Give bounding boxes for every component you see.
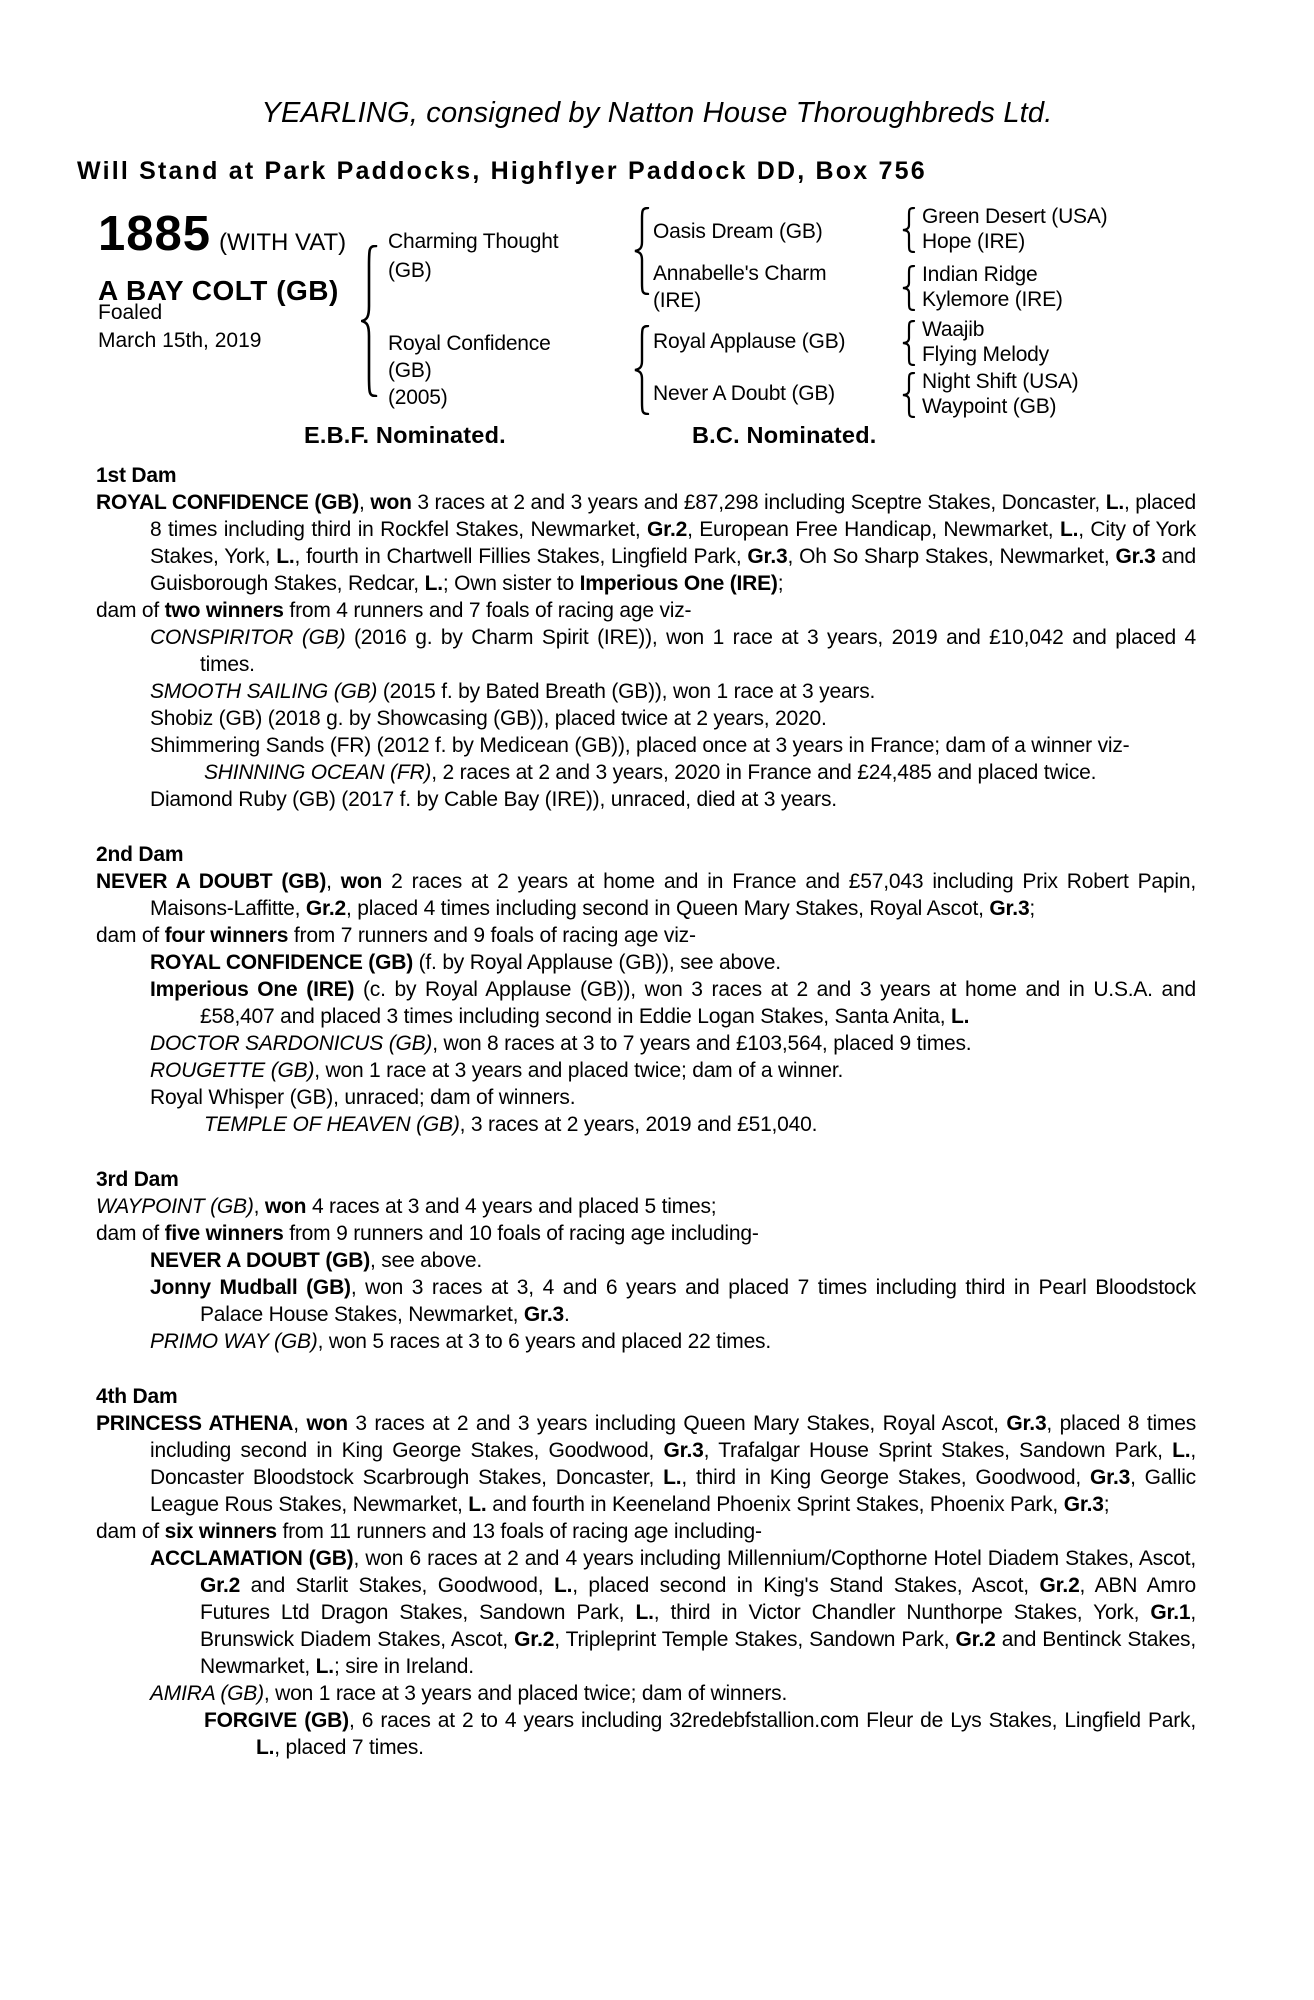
dam-year: (2005): [388, 386, 448, 409]
damsire-name: Royal Applause (GB): [653, 330, 846, 353]
dam-name-line2: (GB): [388, 359, 432, 382]
pedigree-paragraph: CONSPIRITOR (GB) (2016 g. by Charm Spirit (IRE)), won 1 race at 3 years, 2019 and £10,042 and placed 4 times.: [150, 626, 1196, 676]
foaled-label: Foaled: [98, 301, 163, 324]
pedigree-paragraph: ROUGETTE (GB), won 1 race at 3 years and placed twice; dam of a winner.: [150, 1059, 844, 1082]
gen3-curly-brace-icon-1: [902, 207, 916, 253]
gen3-pair-2: [922, 262, 1063, 312]
dam-name-line1: Royal Confidence: [388, 332, 551, 355]
gen2-curly-brace-icon-top: [634, 207, 650, 295]
gen3-curly-brace-icon-2: [902, 265, 916, 311]
sire-name: [388, 227, 558, 285]
pedigree-paragraph: NEVER A DOUBT (GB), won 2 races at 2 years at home and in France and £57,043 including Prix Robert Papin, Maisons-Laffitte, Gr.2, placed 4 times including second in Queen Mary Stakes, Royal Ascot, Gr.3;: [96, 870, 1196, 920]
lot-number: 1885: [98, 207, 212, 261]
pedigree-paragraph: NEVER A DOUBT (GB), see above.: [150, 1249, 483, 1272]
gen3-name: Flying Melody: [922, 343, 1049, 366]
dam-name: [388, 330, 551, 411]
pedigree-paragraph: Imperious One (IRE) (c. by Royal Applause (GB)), won 3 races at 2 and 3 years at home and in U.S.A. and £58,407 and placed 3 times including second in Eddie Logan Stakes, Santa Anita, L.: [150, 978, 1196, 1028]
section-header: 3rd Dam: [96, 1168, 179, 1191]
stand-location-line: Will Stand at Park Paddocks, Highflyer Paddock DD, Box 756: [77, 157, 927, 185]
dam-details: [96, 462, 1196, 1761]
pedigree-paragraph: DOCTOR SARDONICUS (GB), won 8 races at 3 to 7 years and £103,564, placed 9 times.: [150, 1032, 972, 1055]
gen2-curly-brace-icon-bottom: [634, 325, 650, 415]
granddam-name-line2: (IRE): [653, 289, 701, 312]
sire-name-line1: Charming Thought: [388, 230, 559, 253]
section-header: 4th Dam: [96, 1385, 178, 1408]
pedigree-paragraph: Shobiz (GB) (2018 g. by Showcasing (GB)), placed twice at 2 years, 2020.: [150, 707, 827, 730]
pedigree-paragraph: Shimmering Sands (FR) (2012 f. by Medicean (GB)), placed once at 3 years in France; dam of a winner viz-: [150, 734, 1130, 757]
gen3-name: Waajib: [922, 318, 985, 341]
foaled-date: March 15th, 2019: [98, 329, 262, 352]
dam-section: [96, 1166, 1196, 1355]
pedigree-paragraph: ACCLAMATION (GB), won 6 races at 2 and 4 years including Millennium/Copthorne Hotel Diadem Stakes, Ascot, Gr.2 and Starlit Stakes, Goodwood, L., placed second in King's Stand Stakes, Ascot, Gr.2, ABN Amro Futures Ltd Dragon Stakes, Sandown Park, L., third in Victor Chandler Nunthorpe Stakes, York, Gr.1, Brunswick Diadem Stakes, Ascot, Gr.2, Tripleprint Temple Stakes, Sandown Park, Gr.2 and Bentinck Stakes, Newmarket, L.; sire in Ireland.: [150, 1547, 1197, 1678]
gen3-name: Night Shift (USA): [922, 370, 1079, 393]
ebf-nominated-note: E.B.F. Nominated.: [304, 422, 506, 448]
section-header: 1st Dam: [96, 464, 177, 487]
grandsire-name: Oasis Dream (GB): [653, 220, 823, 243]
pedigree-paragraph: TEMPLE OF HEAVEN (GB), 3 races at 2 years, 2019 and £51,040.: [204, 1113, 818, 1136]
pedigree-paragraph: PRINCESS ATHENA, won 3 races at 2 and 3 years including Queen Mary Stakes, Royal Ascot, Gr.3, placed 8 times including second in King George Stakes, Goodwood, Gr.3, Trafalgar House Sprint Stakes, Sandown Park, L., Doncaster Bloodstock Scarbrough Stakes, Doncaster, L., third in King George Stakes, Goodwood, Gr.3, Gallic League Rous Stakes, Newmarket, L. and fourth in Keeneland Phoenix Sprint Stakes, Phoenix Park, Gr.3;: [96, 1412, 1196, 1516]
gen3-pair-4: [922, 369, 1078, 419]
vat-note: (WITH VAT): [219, 229, 347, 256]
pedigree-paragraph: Diamond Ruby (GB) (2017 f. by Cable Bay (IRE)), unraced, died at 3 years.: [150, 788, 837, 811]
gen3-name: Kylemore (IRE): [922, 288, 1063, 311]
pedigree-paragraph: AMIRA (GB), won 1 race at 3 years and placed twice; dam of winners.: [150, 1682, 788, 1705]
pedigree-paragraph: FORGIVE (GB), 6 races at 2 to 4 years including 32redebfstallion.com Fleur de Lys Stakes, Lingfield Park, L., placed 7 times.: [204, 1709, 1196, 1759]
bc-nominated-note: B.C. Nominated.: [692, 422, 877, 448]
pedigree-paragraph: dam of six winners from 11 runners and 13 foals of racing age including-: [96, 1520, 762, 1543]
gen3-pair-3: [922, 317, 1049, 367]
pedigree-paragraph: ROYAL CONFIDENCE (GB), won 3 races at 2 and 3 years and £87,298 including Sceptre Stakes, Doncaster, L., placed 8 times including third in Rockfel Stakes, Newmarket, Gr.2, European Free Handicap, Newmarket, L., City of York Stakes, York, L., fourth in Chartwell Fillies Stakes, Lingfield Park, Gr.3, Oh So Sharp Stakes, Newmarket, Gr.3 and Guisborough Stakes, Redcar, L.; Own sister to Imperious One (IRE);: [96, 491, 1196, 595]
pedigree-paragraph: WAYPOINT (GB), won 4 races at 3 and 4 years and placed 5 times;: [96, 1195, 717, 1218]
gen3-curly-brace-icon-4: [902, 372, 916, 418]
lot-line: [98, 207, 347, 261]
gen3-name: Waypoint (GB): [922, 395, 1057, 418]
pedigree-paragraph: PRIMO WAY (GB), won 5 races at 3 to 6 years and placed 22 times.: [150, 1330, 771, 1353]
second-dam-name: Never A Doubt (GB): [653, 382, 835, 405]
gen1-curly-brace-icon: [361, 245, 378, 397]
pedigree-paragraph: Jonny Mudball (GB), won 3 races at 3, 4 and 6 years and placed 7 times including third in Pearl Bloodstock Palace House Stakes, Newmarket, Gr.3.: [150, 1276, 1196, 1326]
granddam-name-line1: Annabelle's Charm: [653, 262, 827, 285]
pedigree-paragraph: dam of five winners from 9 runners and 10 foals of racing age including-: [96, 1222, 759, 1245]
gen3-pair-1: [922, 204, 1107, 254]
pedigree-paragraph: ROYAL CONFIDENCE (GB) (f. by Royal Applause (GB)), see above.: [150, 951, 781, 974]
gen3-name: Hope (IRE): [922, 230, 1026, 253]
pedigree-paragraph: SMOOTH SAILING (GB) (2015 f. by Bated Breath (GB)), won 1 race at 3 years.: [150, 680, 876, 703]
pedigree-chart: [96, 195, 1266, 463]
pedigree-paragraph: Royal Whisper (GB), unraced; dam of winners.: [150, 1086, 576, 1109]
page-title: YEARLING, consigned by Natton House Thoroughbreds Ltd.: [261, 97, 1053, 129]
gen3-curly-brace-icon-3: [902, 320, 916, 366]
gen3-name: Green Desert (USA): [922, 205, 1108, 228]
dam-section: [96, 462, 1196, 813]
pedigree-paragraph: dam of four winners from 7 runners and 9 foals of racing age viz-: [96, 924, 696, 947]
horse-description: A BAY COLT (GB): [98, 275, 339, 306]
section-header: 2nd Dam: [96, 843, 184, 866]
dam-section: [96, 1383, 1196, 1761]
dam-section: [96, 841, 1196, 1138]
pedigree-paragraph: dam of two winners from 4 runners and 7 foals of racing age viz-: [96, 599, 692, 622]
granddam-name: [653, 260, 826, 314]
gen3-name: Indian Ridge: [922, 263, 1038, 286]
sire-name-line2: (GB): [388, 259, 432, 282]
pedigree-paragraph: SHINNING OCEAN (FR), 2 races at 2 and 3 years, 2020 in France and £24,485 and placed twice.: [204, 761, 1097, 784]
